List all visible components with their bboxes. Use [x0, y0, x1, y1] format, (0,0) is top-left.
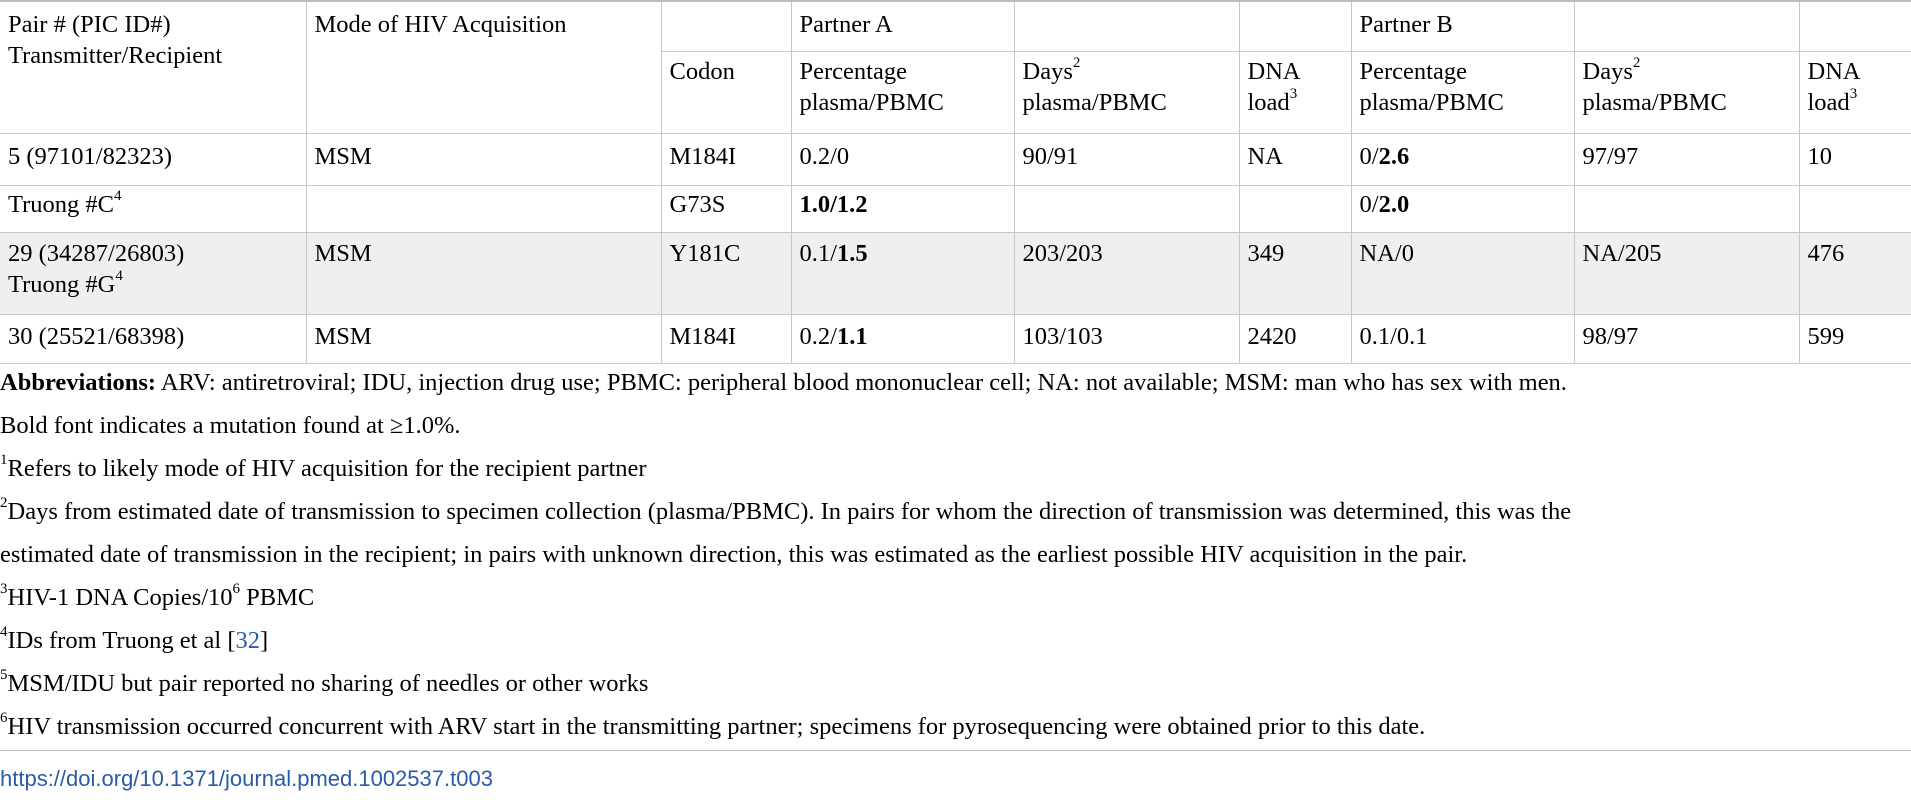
- footnote-5-text: MSM/IDU but pair reported no sharing of needles or other works: [7, 670, 649, 697]
- footnote-6-mark: 6: [0, 709, 8, 726]
- value-normal: 0.2/0: [799, 143, 850, 170]
- codon-cell: M184I: [661, 315, 791, 364]
- footnote-1-mark: 1: [0, 451, 8, 468]
- a-dna-cell: 2420: [1239, 315, 1351, 364]
- value-bold: 1.1: [836, 323, 868, 350]
- a-days-cell: 203/203: [1014, 233, 1239, 315]
- percentage-line2: plasma/PBMC: [799, 89, 944, 116]
- footnote-6: [0, 705, 1900, 748]
- header-blank-cell: [1014, 1, 1239, 52]
- percentage-line1: Percentage: [799, 58, 907, 85]
- pair-header-line1: Pair # (PIC ID#): [8, 11, 171, 38]
- header-blank-cell: [661, 1, 791, 52]
- pair-cell: [0, 186, 306, 233]
- mode-cell: [306, 186, 661, 233]
- a-percentage-cell: [791, 315, 1014, 364]
- footnote-1: [0, 447, 1900, 490]
- codon-cell: Y181C: [661, 233, 791, 315]
- a-days-cell: 103/103: [1014, 315, 1239, 364]
- value-bold: 1.0/1.2: [799, 191, 868, 218]
- abbreviations-note: [0, 361, 1900, 404]
- footnote-5-mark: 5: [0, 666, 8, 683]
- dna-footnote-mark: 3: [1849, 85, 1858, 102]
- value-normal: 0/: [1359, 191, 1379, 218]
- reference-link[interactable]: 32: [235, 627, 260, 654]
- dna-footnote-mark: 3: [1289, 85, 1298, 102]
- value-bold: 1.5: [836, 240, 868, 267]
- dna-line1: DNA: [1807, 58, 1861, 85]
- partner-b-header: [1351, 1, 1574, 52]
- partner-b-label: Partner B: [1359, 11, 1453, 38]
- days-line2: plasma/PBMC: [1582, 89, 1727, 116]
- a-days-cell: 90/91: [1014, 134, 1239, 186]
- pair-column-header: [0, 1, 306, 134]
- a-percentage-cell: [791, 186, 1014, 233]
- value-bold: 2.6: [1378, 143, 1410, 170]
- mode-cell: MSM: [306, 315, 661, 364]
- b-days-header: [1574, 52, 1799, 134]
- a-days-header: [1014, 52, 1239, 134]
- footnote-4-text-end: ]: [259, 627, 269, 654]
- codon-cell: G73S: [661, 186, 791, 233]
- codon-column-header: [661, 52, 791, 134]
- value-normal: NA/0: [1359, 240, 1414, 267]
- value-normal: 0.1/: [799, 240, 837, 267]
- footnote-3-exponent: 6: [232, 580, 241, 597]
- codon-label: Codon: [669, 58, 735, 85]
- footnote-4-text: IDs from Truong et al [: [7, 627, 236, 654]
- footnote-2-mark: 2: [0, 494, 8, 511]
- header-blank-cell: [1239, 1, 1351, 52]
- percentage-line2: plasma/PBMC: [1359, 89, 1504, 116]
- days-footnote-mark: 2: [1632, 54, 1641, 71]
- table-row: [0, 233, 1911, 315]
- a-dna-cell: [1239, 186, 1351, 233]
- a-percentage-header: [791, 52, 1014, 134]
- footnote-mark: 4: [113, 187, 122, 204]
- dna-line2: load: [1247, 89, 1290, 116]
- footnote-2-text: Days from estimated date of transmission to specimen collection (plasma/PBMC). In pairs for whom the direction of transmission was determined, this was the: [7, 498, 1572, 525]
- a-percentage-cell: [791, 134, 1014, 186]
- footnote-3-text-end: PBMC: [240, 584, 315, 611]
- pair-cell: [0, 233, 306, 315]
- footnote-4: [0, 619, 1900, 662]
- b-percentage-cell: [1351, 186, 1574, 233]
- footnote-1-text: Refers to likely mode of HIV acquisition for the recipient partner: [7, 455, 647, 482]
- footnote-5: [0, 662, 1900, 705]
- pair-label: 29 (34287/26803): [8, 240, 185, 267]
- value-normal: 0.2/: [799, 323, 837, 350]
- footnote-2-continued: estimated date of transmission in the recipient; in pairs with unknown direction, this was estimated as the earliest possible HIV acquisition in the pair.: [0, 541, 1468, 568]
- b-dna-cell: 599: [1799, 315, 1911, 364]
- b-percentage-header: [1351, 52, 1574, 134]
- header-row-1: [0, 1, 1911, 52]
- percentage-line1: Percentage: [1359, 58, 1467, 85]
- pair-header-line2: Transmitter/Recipient: [8, 42, 223, 69]
- table-row: [0, 134, 1911, 186]
- pair-cell: 5 (97101/82323): [0, 134, 306, 186]
- header-blank-cell: [1799, 1, 1911, 52]
- footnote-3: [0, 576, 1900, 619]
- b-percentage-cell: [1351, 315, 1574, 364]
- header-blank-cell: [1574, 1, 1799, 52]
- b-percentage-cell: [1351, 233, 1574, 315]
- days-label: Days: [1022, 58, 1073, 85]
- footnote-3-mark: 3: [0, 580, 8, 597]
- footnote-3-text: HIV-1 DNA Copies/10: [7, 584, 233, 611]
- a-dna-cell: NA: [1239, 134, 1351, 186]
- pair-label-line2: Truong #G: [8, 271, 116, 298]
- days-line2: plasma/PBMC: [1022, 89, 1167, 116]
- table-footnotes: [0, 361, 1900, 748]
- a-percentage-cell: [791, 233, 1014, 315]
- days-label: Days: [1582, 58, 1633, 85]
- codon-cell: M184I: [661, 134, 791, 186]
- b-dna-cell: 10: [1799, 134, 1911, 186]
- abbreviations-text: ARV: antiretroviral; IDU, injection drug use; PBMC: peripheral blood mononuclear cell; NA: not available; MSM: man who has sex with men.: [156, 369, 1567, 396]
- value-bold: 2.0: [1378, 191, 1410, 218]
- footnote-2: [0, 490, 1900, 533]
- pair-label: Truong #C: [8, 191, 114, 218]
- divider: [0, 750, 1911, 751]
- a-dna-header: [1239, 52, 1351, 134]
- dna-line1: DNA: [1247, 58, 1301, 85]
- footnote-4-mark: 4: [0, 623, 8, 640]
- a-days-cell: [1014, 186, 1239, 233]
- b-days-cell: [1574, 186, 1799, 233]
- b-days-cell: 98/97: [1574, 315, 1799, 364]
- b-days-cell: NA/205: [1574, 233, 1799, 315]
- b-dna-header: [1799, 52, 1911, 134]
- table-row: [0, 315, 1911, 364]
- mode-column-header: [306, 1, 661, 134]
- abbreviations-label: Abbreviations:: [0, 369, 157, 396]
- doi-link[interactable]: https://doi.org/10.1371/journal.pmed.1002537.t003: [0, 766, 493, 791]
- b-dna-cell: [1799, 186, 1911, 233]
- value-normal: 0.1/0.1: [1359, 323, 1428, 350]
- results-table: [0, 0, 1911, 364]
- mode-cell: MSM: [306, 134, 661, 186]
- b-percentage-cell: [1351, 134, 1574, 186]
- partner-a-label: Partner A: [799, 11, 893, 38]
- dna-line2: load: [1807, 89, 1850, 116]
- b-dna-cell: 476: [1799, 233, 1911, 315]
- b-days-cell: 97/97: [1574, 134, 1799, 186]
- partner-a-header: [791, 1, 1014, 52]
- mode-cell: MSM: [306, 233, 661, 315]
- footnote-mark: 4: [115, 267, 123, 284]
- value-normal: 0/: [1359, 143, 1379, 170]
- footnote-6-text: HIV transmission occurred concurrent with ARV start in the transmitting partner; specimens for pyrosequencing were obtained prior to this date.: [7, 713, 1426, 740]
- pair-cell: 30 (25521/68398): [0, 315, 306, 364]
- a-dna-cell: 349: [1239, 233, 1351, 315]
- bold-font-note: Bold font indicates a mutation found at ≥1.0%.: [0, 412, 461, 439]
- table-row: [0, 186, 1911, 233]
- days-footnote-mark: 2: [1072, 54, 1081, 71]
- mode-header-label: Mode of HIV Acquisition: [314, 11, 567, 38]
